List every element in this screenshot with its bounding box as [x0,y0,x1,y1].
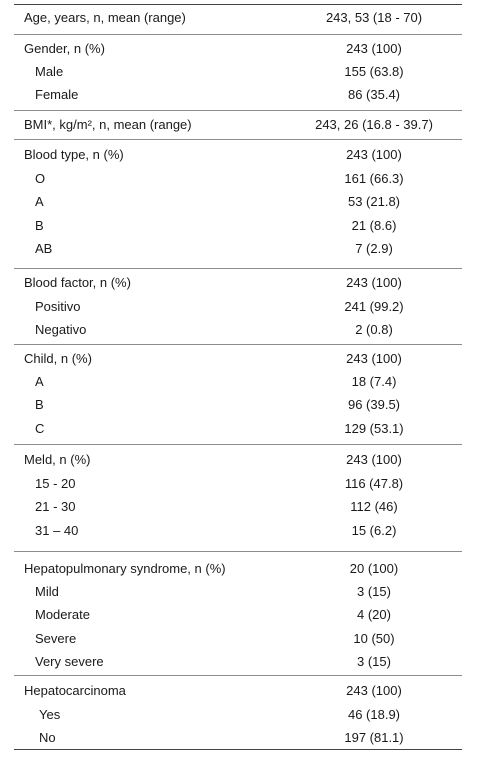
row-value-blood-o: 161 (66.3) [344,171,404,186]
row-value-very-severe: 3 (15) [357,654,391,669]
table-bottom-rule [14,749,462,750]
row-value-meld-15-20: 116 (47.8) [344,476,404,491]
section-divider [14,675,462,676]
row-value-no: 197 (81.1) [344,730,404,745]
row-value-severe: 10 (50) [353,631,395,646]
row-label-female: Female [35,87,79,102]
row-value-blood-a: 53 (21.8) [347,194,401,209]
section-divider [14,139,462,140]
row-label-child-a: A [35,374,44,389]
row-value-blood-type: 243 (100) [346,147,402,162]
row-label-mild: Mild [35,584,59,599]
row-label-age: Age, years, n, mean (range) [24,10,186,25]
row-label-yes: Yes [39,707,61,722]
row-value-mild: 3 (15) [357,584,391,599]
row-value-male: 155 (63.8) [344,64,404,79]
row-label-meld: Meld, n (%) [24,452,91,467]
table-top-rule [14,4,462,5]
row-label-hepatopulmonary: Hepatopulmonary syndrome, n (%) [24,561,226,576]
section-divider [14,344,462,345]
row-value-negativo: 2 (0.8) [355,322,393,337]
row-label-hepatocarcinoma: Hepatocarcinoma [24,683,126,698]
section-divider [14,551,462,552]
row-label-negativo: Negativo [35,322,87,337]
row-value-gender: 243 (100) [346,41,402,56]
row-value-meld-31-40: 15 (6.2) [351,523,397,538]
row-label-blood-factor: Blood factor, n (%) [24,275,131,290]
row-label-child-c: C [35,421,45,436]
row-label-male: Male [35,64,64,79]
row-label-blood-a: A [35,194,44,209]
row-value-child-b: 96 (39.5) [347,397,401,412]
section-divider [14,34,462,35]
row-label-blood-b: B [35,218,44,233]
row-label-gender: Gender, n (%) [24,41,105,56]
section-divider [14,268,462,269]
row-value-blood-b: 21 (8.6) [351,218,397,233]
row-label-meld-15-20: 15 - 20 [35,476,76,491]
row-value-child: 243 (100) [346,351,402,366]
row-value-moderate: 4 (20) [357,607,391,622]
row-value-hepatopulmonary: 20 (100) [349,561,399,576]
section-divider [14,110,462,111]
row-value-child-c: 129 (53.1) [344,421,404,436]
row-value-meld-21-30: 112 (46) [350,499,398,514]
row-value-positivo: 241 (99.2) [344,299,404,314]
row-value-blood-ab: 7 (2.9) [355,241,393,256]
row-label-positivo: Positivo [35,299,81,314]
row-label-severe: Severe [35,631,77,646]
row-value-hepatocarcinoma: 243 (100) [346,683,402,698]
row-label-blood-type: Blood type, n (%) [24,147,124,162]
demographics-table [14,0,462,760]
row-label-child: Child, n (%) [24,351,92,366]
row-value-age: 243, 53 (18 - 70) [325,10,423,25]
row-value-yes: 46 (18.9) [347,707,401,722]
section-divider [14,444,462,445]
row-value-bmi: 243, 26 (16.8 - 39.7) [315,117,433,132]
row-label-bmi: BMI*, kg/m², n, mean (range) [24,117,192,132]
row-value-blood-factor: 243 (100) [346,275,402,290]
row-label-no: No [39,730,56,745]
row-label-moderate: Moderate [35,607,90,622]
row-label-meld-21-30: 21 - 30 [35,499,76,514]
row-value-child-a: 18 (7.4) [351,374,397,389]
row-label-child-b: B [35,397,44,412]
row-label-meld-31-40: 31 – 40 [35,523,79,538]
row-value-female: 86 (35.4) [347,87,401,102]
row-value-meld: 243 (100) [346,452,402,467]
row-label-very-severe: Very severe [35,654,104,669]
row-label-blood-ab: AB [35,241,53,256]
row-label-blood-o: O [35,171,46,186]
